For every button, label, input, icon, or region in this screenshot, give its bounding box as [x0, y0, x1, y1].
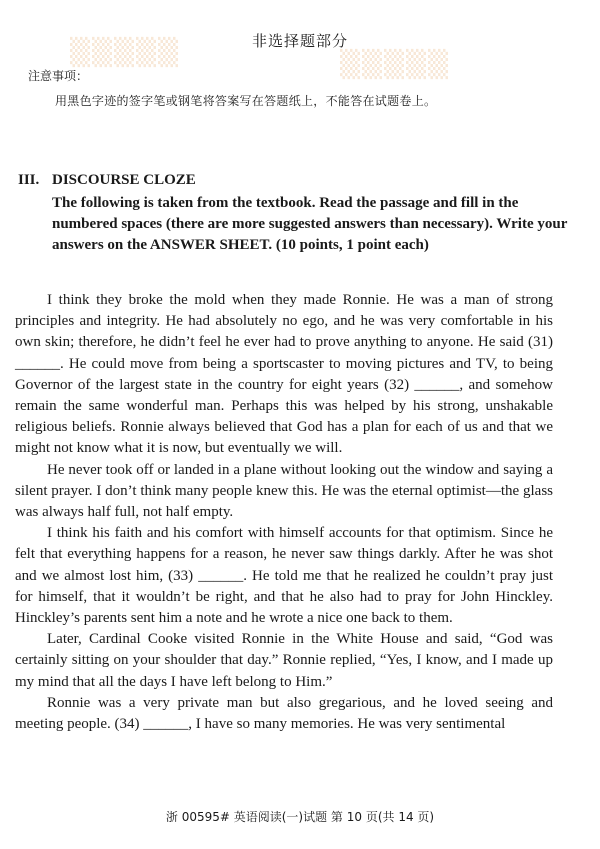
- passage-paragraph: He never took off or landed in a plane without looking out the window and saying a silent prayer. I don’t think many people knew this. He was the eternal optimist—the glass was always half full, not half empty.: [15, 461, 553, 521]
- passage-paragraph: I think they broke the mold when they made Ronnie. He was a man of strong principles and integrity. He had absolutely no ego, and he was very comfortable in his own skin; therefore, he didn’t feel he ever had to prove anything to anyone. He said (31) ______. He could move from being a sportscaster to moving pictures and TV, to being Governor of the largest state in the country for eight years (32) ______, and somehow remain the same wonderful man. Perhaps this was helped by his strong, unshakable religious beliefs. Ronnie always believed that God has a plan for each of us and that we might not know what it is now, but eventually we will.: [15, 292, 553, 457]
- notice-text: 用黑色字迹的签字笔或钢笔将答案写在答题纸上，不能答在试题卷上。: [55, 94, 437, 108]
- notice-label: 注意事项：: [28, 69, 89, 83]
- watermark-left: ▒▒▒▒▒: [70, 38, 180, 68]
- passage-paragraph: Later, Cardinal Cooke visited Ronnie in the White House and said, “God was certainly sitting on your shoulder that day.” Ronnie replied, “Yes, I know, and I made up my mind that all the days I have left belong to Him.”: [15, 631, 553, 690]
- section-heading: [18, 172, 196, 189]
- page-footer: 浙 00595# 英语阅读(一)试题 第 10 页(共 14 页): [165, 810, 435, 824]
- section-title: DISCOURSE CLOZE: [52, 172, 196, 188]
- passage-paragraph: Ronnie was a very private man but also gregarious, and he loved seeing and meeting people. (34) ______, I have so many memories. He was very sentimental: [15, 694, 553, 733]
- section-instructions: The following is taken from the textbook. Read the passage and fill in the numbered spaces (there are more suggested answers than necessary). Write your answers on the ANSWER SHEET. (10 points, 1 point each): [52, 195, 568, 253]
- watermark-right: ▒▒▒▒▒: [340, 50, 450, 80]
- page-title: 非选择题部分: [251, 32, 348, 50]
- section-number: III.: [18, 172, 40, 188]
- passage-paragraph: I think his faith and his comfort with himself accounts for that optimism. Since he felt that everything happens for a reason, he never saw things darkly. After he was shot and we almost lost him, (33) ______. He told me that he realized he couldn’t pray just for himself, that it wouldn’t be right, and that he also had to pray for John Hinckley. Hinckley’s parents sent him a note and he wrote a nice one back to them.: [15, 525, 553, 627]
- passage: [15, 290, 553, 735]
